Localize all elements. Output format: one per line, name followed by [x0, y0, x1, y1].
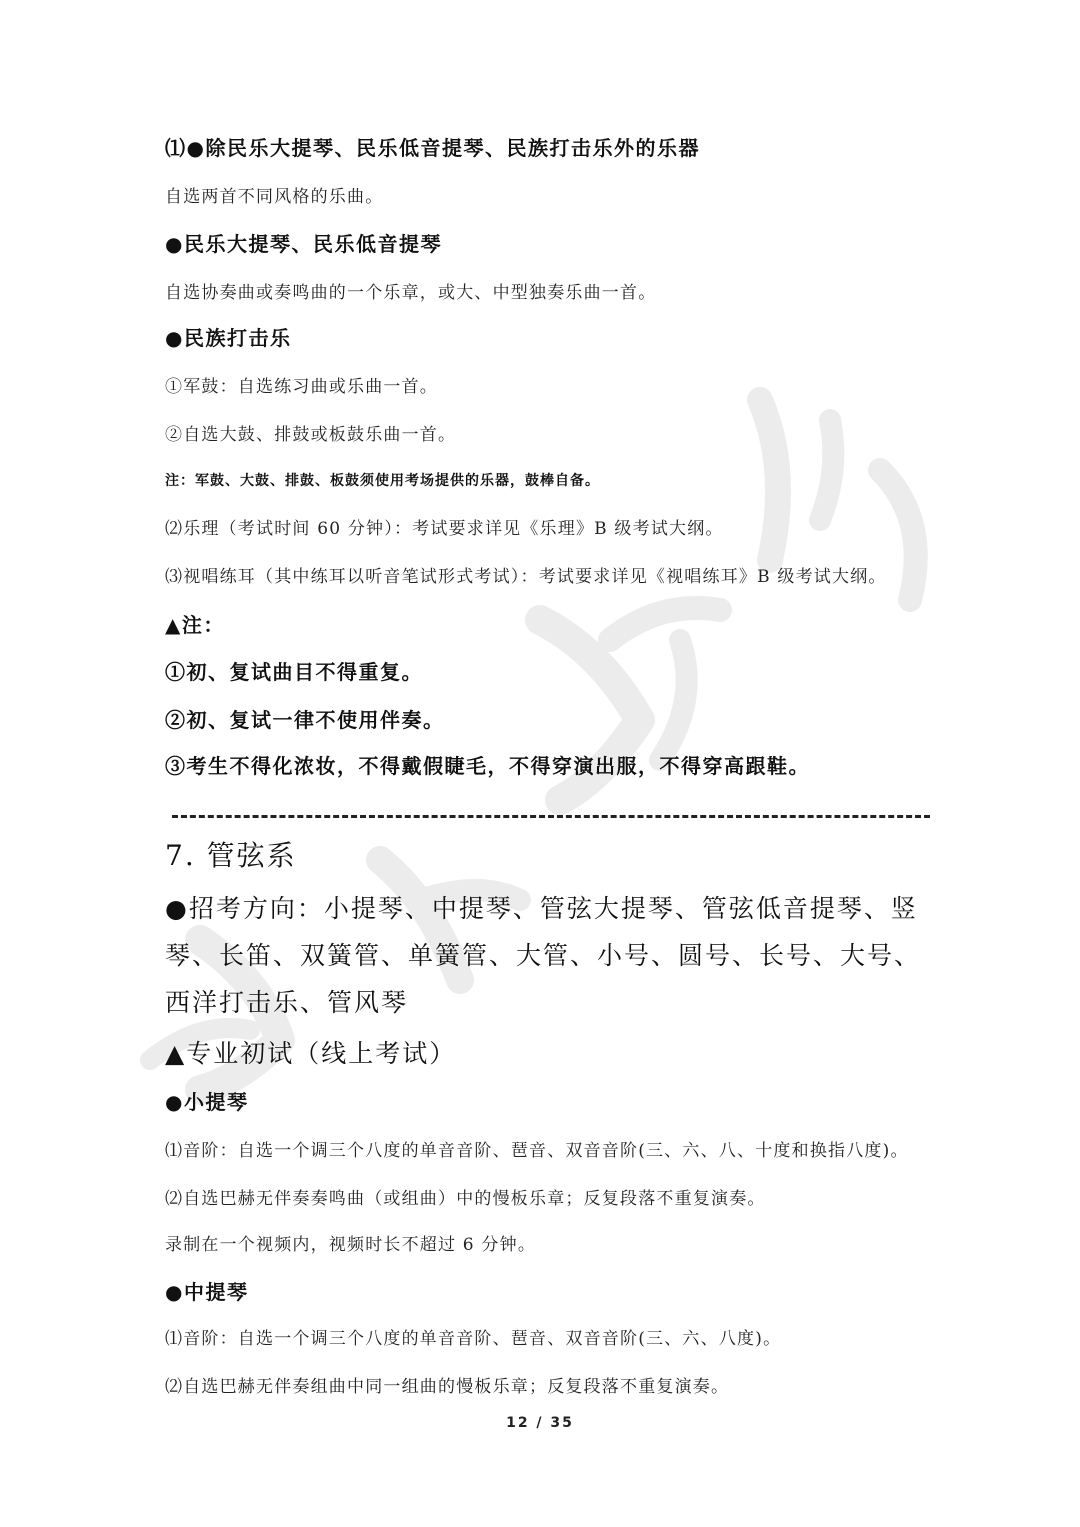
body-text: ⑵乐理（考试时间 60 分钟）：考试要求详见《乐理》B 级考试大纲。 [165, 519, 724, 539]
instrument-category-heading: ●民乐大提琴、民乐低音提琴 [165, 232, 442, 256]
body-text: ⑵自选巴赫无伴奏组曲中同一组曲的慢板乐章；反复段落不重复演奏。 [165, 1377, 730, 1397]
note-item: ②初、复试一律不使用伴奏。 [165, 708, 445, 732]
dashed-divider [172, 815, 930, 818]
note-item: ③考生不得化浓妆，不得戴假睫毛，不得穿演出服，不得穿高跟鞋。 [165, 754, 810, 778]
note-heading: ▲注： [165, 613, 225, 637]
body-text: ⑴音阶：自选一个调三个八度的单音音阶、琶音、双音音阶(三、六、八、十度和换指八度)。 [165, 1141, 909, 1161]
body-text: ②自选大鼓、排鼓或板鼓乐曲一首。 [165, 425, 457, 445]
body-text: 自选协奏曲或奏鸣曲的一个乐章，或大、中型独奏乐曲一首。 [165, 283, 657, 303]
section-title: 7. 管弦系 [165, 839, 297, 872]
body-text: ⑶视唱练耳（其中练耳以听音笔试形式考试）：考试要求详见《视唱练耳》B 级考试大纲。 [165, 567, 887, 587]
body-text: ⑴音阶：自选一个调三个八度的单音音阶、琶音、双音音阶(三、六、八度)。 [165, 1329, 782, 1349]
page-number: 12 / 35 [506, 1415, 574, 1431]
body-text: 录制在一个视频内，视频时长不超过 6 分钟。 [165, 1235, 537, 1255]
body-text: ⑵自选巴赫无伴奏奏鸣曲（或组曲）中的慢板乐章；反复段落不重复演奏。 [165, 1189, 766, 1209]
body-text: ①军鼓：自选练习曲或乐曲一首。 [165, 377, 438, 397]
instrument-heading: ●小提琴 [165, 1090, 249, 1114]
sub-section-title: ▲专业初试（线上考试） [165, 1039, 457, 1068]
recruitment-directions: ●招考方向：小提琴、中提琴、管弦大提琴、管弦低音提琴、竖琴、长笛、双簧管、单簧管、大管、小号、圆号、长号、大号、西洋打击乐、管风琴 [165, 894, 922, 1017]
instrument-heading: ●中提琴 [165, 1280, 249, 1304]
note-text: 注：军鼓、大鼓、排鼓、板鼓须使用考场提供的乐器，鼓棒自备。 [165, 473, 600, 489]
body-text: 自选两首不同风格的乐曲。 [165, 187, 384, 207]
instrument-category-heading: ⑴●除民乐大提琴、民乐低音提琴、民族打击乐外的乐器 [165, 136, 700, 160]
instrument-category-heading: ●民族打击乐 [165, 326, 292, 350]
note-item: ①初、复试曲目不得重复。 [165, 660, 423, 684]
